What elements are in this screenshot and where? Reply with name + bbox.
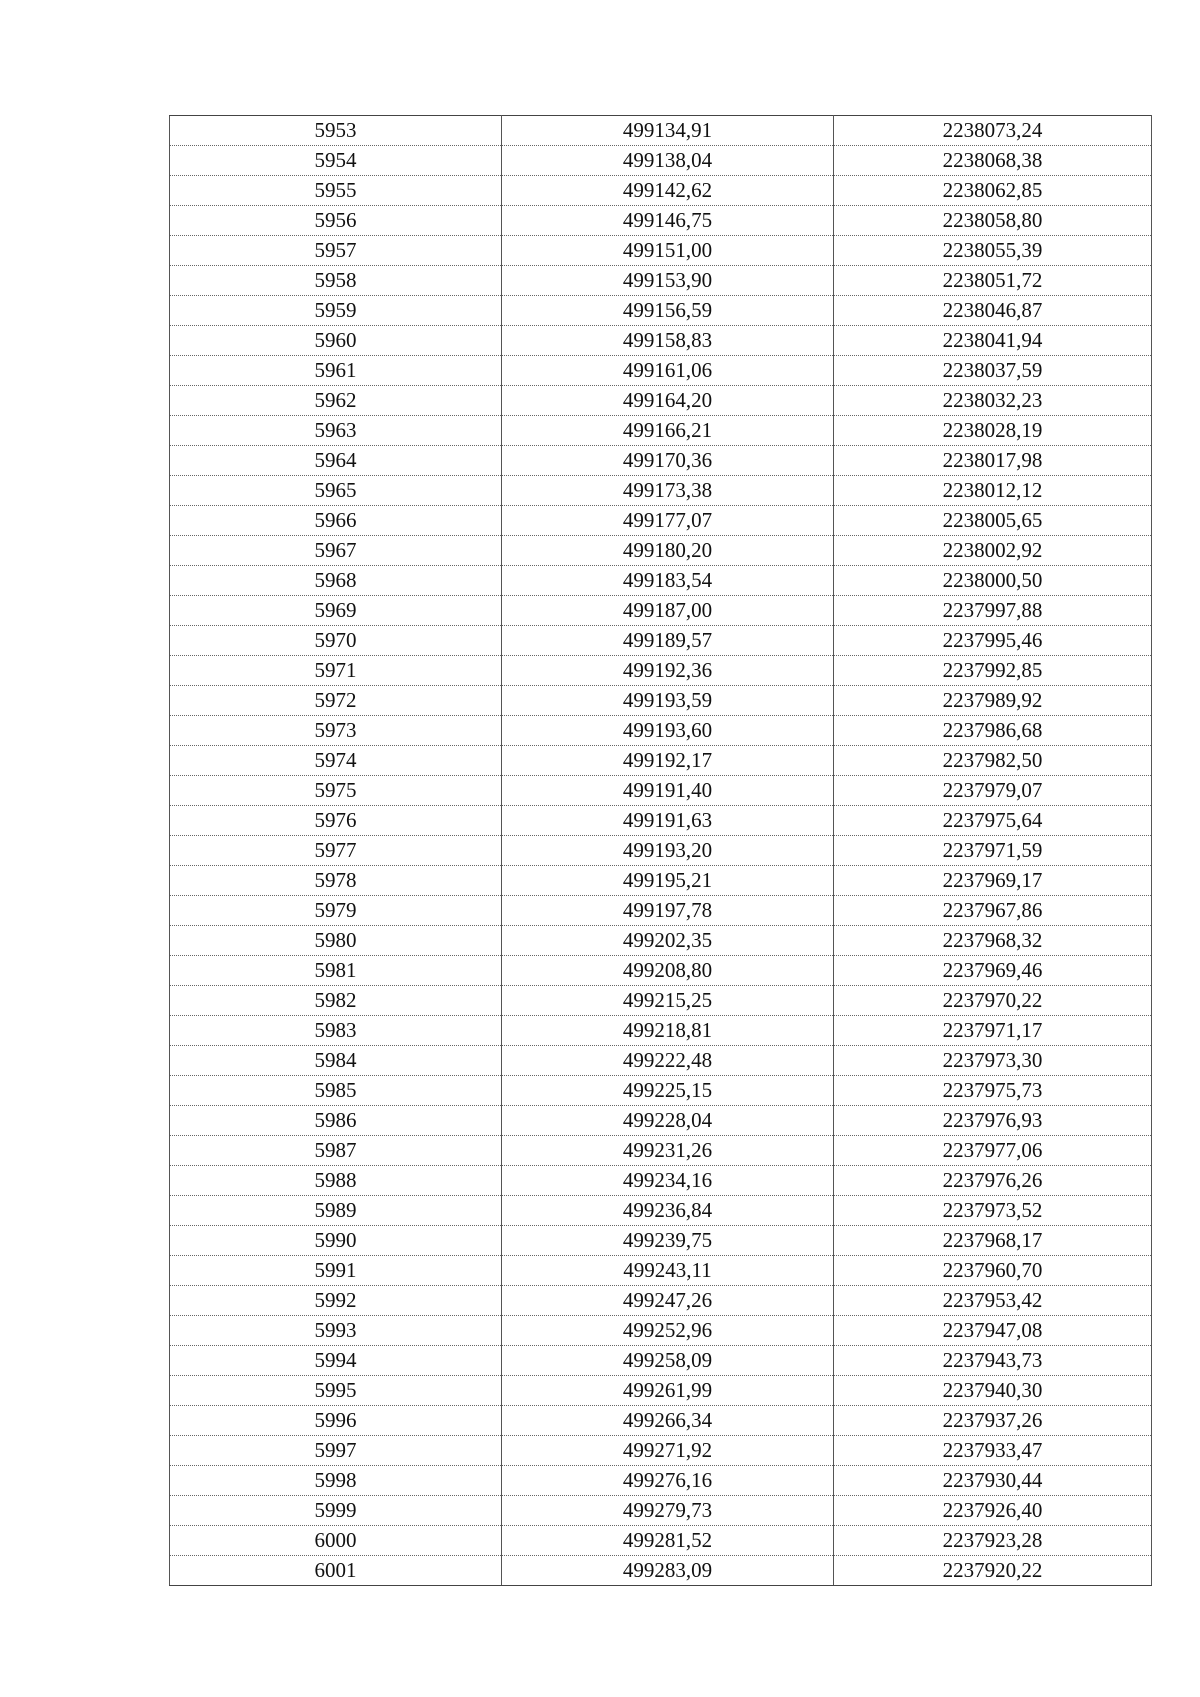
point-number-cell: 5977 [170, 836, 502, 866]
y-coordinate-cell: 2238046,87 [834, 296, 1152, 326]
table-row [170, 1226, 1152, 1256]
point-number-cell: 5982 [170, 986, 502, 1016]
x-coordinate-cell: 499247,26 [502, 1286, 834, 1316]
table-row [170, 446, 1152, 476]
y-coordinate-cell: 2238002,92 [834, 536, 1152, 566]
point-number-cell: 5989 [170, 1196, 502, 1226]
table-row [170, 1196, 1152, 1226]
y-coordinate-cell: 2238055,39 [834, 236, 1152, 266]
x-coordinate-cell: 499191,40 [502, 776, 834, 806]
table-row [170, 296, 1152, 326]
x-coordinate-cell: 499236,84 [502, 1196, 834, 1226]
point-number-cell: 5963 [170, 416, 502, 446]
point-number-cell: 5995 [170, 1376, 502, 1406]
y-coordinate-cell: 2237943,73 [834, 1346, 1152, 1376]
table-row [170, 326, 1152, 356]
table-row [170, 806, 1152, 836]
x-coordinate-cell: 499239,75 [502, 1226, 834, 1256]
point-number-cell: 5980 [170, 926, 502, 956]
y-coordinate-cell: 2237969,17 [834, 866, 1152, 896]
table-row [170, 896, 1152, 926]
x-coordinate-cell: 499218,81 [502, 1016, 834, 1046]
point-number-cell: 5953 [170, 116, 502, 146]
table-row [170, 386, 1152, 416]
y-coordinate-cell: 2237940,30 [834, 1376, 1152, 1406]
point-number-cell: 5998 [170, 1466, 502, 1496]
x-coordinate-cell: 499258,09 [502, 1346, 834, 1376]
y-coordinate-cell: 2237933,47 [834, 1436, 1152, 1466]
x-coordinate-cell: 499142,62 [502, 176, 834, 206]
point-number-cell: 5984 [170, 1046, 502, 1076]
table-row [170, 1136, 1152, 1166]
y-coordinate-cell: 2237986,68 [834, 716, 1152, 746]
point-number-cell: 5958 [170, 266, 502, 296]
y-coordinate-cell: 2237973,30 [834, 1046, 1152, 1076]
point-number-cell: 5999 [170, 1496, 502, 1526]
table-row [170, 956, 1152, 986]
point-number-cell: 6000 [170, 1526, 502, 1556]
y-coordinate-cell: 2238012,12 [834, 476, 1152, 506]
y-coordinate-cell: 2237930,44 [834, 1466, 1152, 1496]
x-coordinate-cell: 499151,00 [502, 236, 834, 266]
table-row [170, 476, 1152, 506]
y-coordinate-cell: 2237975,64 [834, 806, 1152, 836]
y-coordinate-cell: 2237970,22 [834, 986, 1152, 1016]
point-number-cell: 5973 [170, 716, 502, 746]
x-coordinate-cell: 499195,21 [502, 866, 834, 896]
table-row [170, 356, 1152, 386]
y-coordinate-cell: 2237971,59 [834, 836, 1152, 866]
table-row [170, 1406, 1152, 1436]
y-coordinate-cell: 2238062,85 [834, 176, 1152, 206]
x-coordinate-cell: 499234,16 [502, 1166, 834, 1196]
point-number-cell: 5959 [170, 296, 502, 326]
x-coordinate-cell: 499215,25 [502, 986, 834, 1016]
table-row [170, 1286, 1152, 1316]
table-row [170, 1256, 1152, 1286]
table-row [170, 626, 1152, 656]
x-coordinate-cell: 499189,57 [502, 626, 834, 656]
table-row [170, 716, 1152, 746]
point-number-cell: 5965 [170, 476, 502, 506]
table-row [170, 146, 1152, 176]
point-number-cell: 5974 [170, 746, 502, 776]
y-coordinate-cell: 2237982,50 [834, 746, 1152, 776]
coordinate-table-body [170, 116, 1152, 1586]
x-coordinate-cell: 499193,59 [502, 686, 834, 716]
y-coordinate-cell: 2237937,26 [834, 1406, 1152, 1436]
table-row [170, 1046, 1152, 1076]
table-row [170, 1106, 1152, 1136]
y-coordinate-cell: 2237926,40 [834, 1496, 1152, 1526]
y-coordinate-cell: 2237968,32 [834, 926, 1152, 956]
point-number-cell: 5960 [170, 326, 502, 356]
table-row [170, 1526, 1152, 1556]
table-row [170, 1346, 1152, 1376]
x-coordinate-cell: 499187,00 [502, 596, 834, 626]
y-coordinate-cell: 2237989,92 [834, 686, 1152, 716]
x-coordinate-cell: 499158,83 [502, 326, 834, 356]
y-coordinate-cell: 2237976,26 [834, 1166, 1152, 1196]
point-number-cell: 5964 [170, 446, 502, 476]
table-row [170, 566, 1152, 596]
point-number-cell: 5993 [170, 1316, 502, 1346]
table-row [170, 176, 1152, 206]
point-number-cell: 5957 [170, 236, 502, 266]
coordinate-table [169, 115, 1152, 1586]
point-number-cell: 5968 [170, 566, 502, 596]
table-row [170, 686, 1152, 716]
table-row [170, 926, 1152, 956]
y-coordinate-cell: 2238005,65 [834, 506, 1152, 536]
y-coordinate-cell: 2238041,94 [834, 326, 1152, 356]
x-coordinate-cell: 499193,20 [502, 836, 834, 866]
y-coordinate-cell: 2238068,38 [834, 146, 1152, 176]
y-coordinate-cell: 2237968,17 [834, 1226, 1152, 1256]
y-coordinate-cell: 2237923,28 [834, 1526, 1152, 1556]
table-row [170, 596, 1152, 626]
x-coordinate-cell: 499164,20 [502, 386, 834, 416]
table-row [170, 236, 1152, 266]
x-coordinate-cell: 499193,60 [502, 716, 834, 746]
y-coordinate-cell: 2237992,85 [834, 656, 1152, 686]
x-coordinate-cell: 499279,73 [502, 1496, 834, 1526]
point-number-cell: 5966 [170, 506, 502, 536]
point-number-cell: 5971 [170, 656, 502, 686]
point-number-cell: 5975 [170, 776, 502, 806]
table-row [170, 776, 1152, 806]
y-coordinate-cell: 2237960,70 [834, 1256, 1152, 1286]
x-coordinate-cell: 499222,48 [502, 1046, 834, 1076]
x-coordinate-cell: 499252,96 [502, 1316, 834, 1346]
x-coordinate-cell: 499134,91 [502, 116, 834, 146]
point-number-cell: 5967 [170, 536, 502, 566]
table-row [170, 266, 1152, 296]
x-coordinate-cell: 499208,80 [502, 956, 834, 986]
y-coordinate-cell: 2237947,08 [834, 1316, 1152, 1346]
point-number-cell: 5969 [170, 596, 502, 626]
x-coordinate-cell: 499191,63 [502, 806, 834, 836]
y-coordinate-cell: 2238017,98 [834, 446, 1152, 476]
x-coordinate-cell: 499281,52 [502, 1526, 834, 1556]
x-coordinate-cell: 499180,20 [502, 536, 834, 566]
table-row [170, 1556, 1152, 1586]
y-coordinate-cell: 2238000,50 [834, 566, 1152, 596]
x-coordinate-cell: 499192,17 [502, 746, 834, 776]
y-coordinate-cell: 2237969,46 [834, 956, 1152, 986]
table-row [170, 746, 1152, 776]
table-row [170, 536, 1152, 566]
point-number-cell: 5983 [170, 1016, 502, 1046]
x-coordinate-cell: 499197,78 [502, 896, 834, 926]
point-number-cell: 5981 [170, 956, 502, 986]
point-number-cell: 5996 [170, 1406, 502, 1436]
table-row [170, 866, 1152, 896]
point-number-cell: 5997 [170, 1436, 502, 1466]
x-coordinate-cell: 499228,04 [502, 1106, 834, 1136]
x-coordinate-cell: 499161,06 [502, 356, 834, 386]
point-number-cell: 5988 [170, 1166, 502, 1196]
y-coordinate-cell: 2237953,42 [834, 1286, 1152, 1316]
point-number-cell: 5990 [170, 1226, 502, 1256]
y-coordinate-cell: 2237975,73 [834, 1076, 1152, 1106]
point-number-cell: 5994 [170, 1346, 502, 1376]
y-coordinate-cell: 2237995,46 [834, 626, 1152, 656]
table-row [170, 206, 1152, 236]
point-number-cell: 5972 [170, 686, 502, 716]
table-row [170, 1016, 1152, 1046]
point-number-cell: 5956 [170, 206, 502, 236]
x-coordinate-cell: 499243,11 [502, 1256, 834, 1286]
table-row [170, 416, 1152, 446]
x-coordinate-cell: 499271,92 [502, 1436, 834, 1466]
x-coordinate-cell: 499283,09 [502, 1556, 834, 1586]
y-coordinate-cell: 2237920,22 [834, 1556, 1152, 1586]
table-row [170, 1466, 1152, 1496]
point-number-cell: 5976 [170, 806, 502, 836]
x-coordinate-cell: 499202,35 [502, 926, 834, 956]
x-coordinate-cell: 499225,15 [502, 1076, 834, 1106]
x-coordinate-cell: 499173,38 [502, 476, 834, 506]
table-row [170, 1316, 1152, 1346]
x-coordinate-cell: 499166,21 [502, 416, 834, 446]
point-number-cell: 5979 [170, 896, 502, 926]
x-coordinate-cell: 499276,16 [502, 1466, 834, 1496]
y-coordinate-cell: 2237979,07 [834, 776, 1152, 806]
y-coordinate-cell: 2237997,88 [834, 596, 1152, 626]
x-coordinate-cell: 499156,59 [502, 296, 834, 326]
point-number-cell: 5970 [170, 626, 502, 656]
point-number-cell: 5992 [170, 1286, 502, 1316]
y-coordinate-cell: 2238051,72 [834, 266, 1152, 296]
point-number-cell: 5991 [170, 1256, 502, 1286]
point-number-cell: 5962 [170, 386, 502, 416]
table-row [170, 986, 1152, 1016]
point-number-cell: 5955 [170, 176, 502, 206]
table-row [170, 1166, 1152, 1196]
x-coordinate-cell: 499192,36 [502, 656, 834, 686]
table-row [170, 1436, 1152, 1466]
point-number-cell: 5978 [170, 866, 502, 896]
y-coordinate-cell: 2237977,06 [834, 1136, 1152, 1166]
table-row [170, 116, 1152, 146]
x-coordinate-cell: 499183,54 [502, 566, 834, 596]
table-row [170, 836, 1152, 866]
point-number-cell: 5954 [170, 146, 502, 176]
y-coordinate-cell: 2238058,80 [834, 206, 1152, 236]
y-coordinate-cell: 2238073,24 [834, 116, 1152, 146]
table-row [170, 656, 1152, 686]
y-coordinate-cell: 2238028,19 [834, 416, 1152, 446]
y-coordinate-cell: 2238037,59 [834, 356, 1152, 386]
x-coordinate-cell: 499153,90 [502, 266, 834, 296]
table-row [170, 1376, 1152, 1406]
x-coordinate-cell: 499177,07 [502, 506, 834, 536]
table-row [170, 506, 1152, 536]
x-coordinate-cell: 499266,34 [502, 1406, 834, 1436]
point-number-cell: 5986 [170, 1106, 502, 1136]
y-coordinate-cell: 2237973,52 [834, 1196, 1152, 1226]
x-coordinate-cell: 499170,36 [502, 446, 834, 476]
table-row [170, 1496, 1152, 1526]
table-row [170, 1076, 1152, 1106]
point-number-cell: 5985 [170, 1076, 502, 1106]
y-coordinate-cell: 2238032,23 [834, 386, 1152, 416]
y-coordinate-cell: 2237967,86 [834, 896, 1152, 926]
point-number-cell: 6001 [170, 1556, 502, 1586]
x-coordinate-cell: 499138,04 [502, 146, 834, 176]
point-number-cell: 5961 [170, 356, 502, 386]
y-coordinate-cell: 2237971,17 [834, 1016, 1152, 1046]
x-coordinate-cell: 499261,99 [502, 1376, 834, 1406]
point-number-cell: 5987 [170, 1136, 502, 1166]
y-coordinate-cell: 2237976,93 [834, 1106, 1152, 1136]
x-coordinate-cell: 499231,26 [502, 1136, 834, 1166]
x-coordinate-cell: 499146,75 [502, 206, 834, 236]
